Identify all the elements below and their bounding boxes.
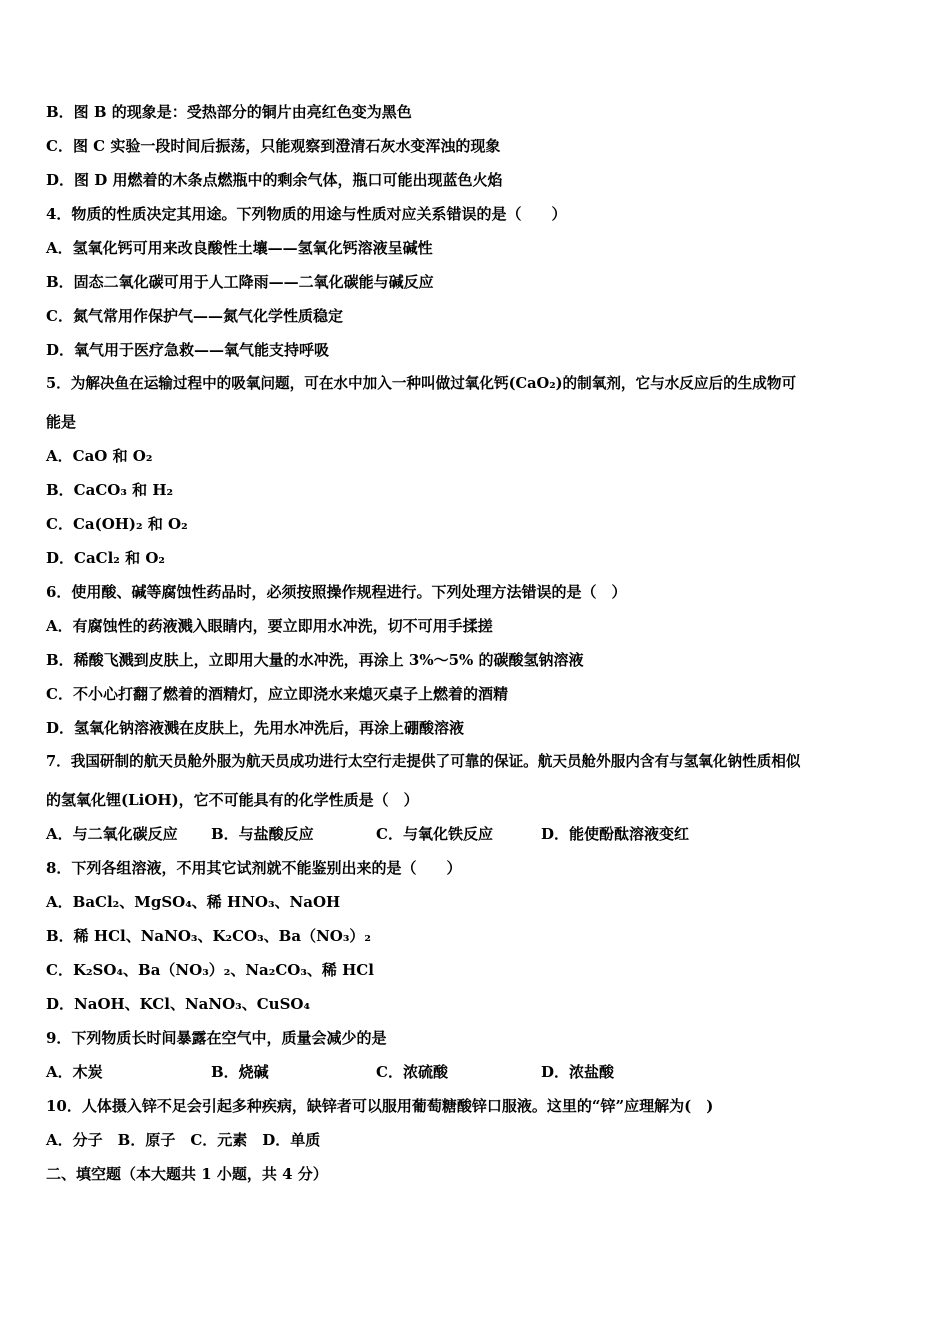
q3-option-c: C．图 C 实验一段时间后振荡，只能观察到澄清石灰水变浑浊的现象 <box>46 137 501 155</box>
q8-option-d: D．NaOH、KCl、NaNO₃、CuSO₄ <box>46 995 311 1013</box>
section2-title: 二、填空题（本大题共 1 小题，共 4 分） <box>46 1165 328 1183</box>
q7-option-a: A．与二氧化碳反应 <box>46 825 178 843</box>
q7-options-row <box>46 824 906 844</box>
q8-stem: 8．下列各组溶液，不用其它试剂就不能鉴别出来的是（ ） <box>46 859 462 877</box>
q9-stem: 9．下列物质长时间暴露在空气中，质量会减少的是 <box>46 1029 387 1047</box>
q6-option-b: B．稀酸飞溅到皮肤上，立即用大量的水冲洗，再涂上 3%～5% 的碳酸氢钠溶液 <box>46 651 584 669</box>
q9-option-a: A．木炭 <box>46 1063 103 1081</box>
q5-stem-line2: 能是 <box>46 413 77 431</box>
q4-stem: 4．物质的性质决定其用途。下列物质的用途与性质对应关系错误的是（ ） <box>46 205 567 223</box>
q5-option-c: C．Ca(OH)₂ 和 O₂ <box>46 515 188 533</box>
q4-option-d: D．氧气用于医疗急救——氧气能支持呼吸 <box>46 341 330 359</box>
q3-option-d: D．图 D 用燃着的木条点燃瓶中的剩余气体，瓶口可能出现蓝色火焰 <box>46 171 503 189</box>
q7-option-b: B．与盐酸反应 <box>211 825 314 843</box>
q5-option-d: D．CaCl₂ 和 O₂ <box>46 549 165 567</box>
q6-option-c: C．不小心打翻了燃着的酒精灯，应立即浇水来熄灭桌子上燃着的酒精 <box>46 685 508 703</box>
q4-option-b: B．固态二氧化碳可用于人工降雨——二氧化碳能与碱反应 <box>46 273 434 291</box>
q6-option-a: A．有腐蚀性的药液溅入眼睛内，要立即用水冲洗，切不可用手揉搓 <box>46 617 493 635</box>
q4-option-c: C．氮气常用作保护气——氮气化学性质稳定 <box>46 307 343 325</box>
q8-option-b: B．稀 HCl、NaNO₃、K₂CO₃、Ba（NO₃）₂ <box>46 927 371 945</box>
q5-option-a: A．CaO 和 O₂ <box>46 447 153 465</box>
q9-option-d: D．浓盐酸 <box>541 1063 615 1081</box>
q9-options-row <box>46 1062 906 1082</box>
q5-option-b: B．CaCO₃ 和 H₂ <box>46 481 174 499</box>
q9-option-c: C．浓硫酸 <box>376 1063 448 1081</box>
q7-option-d: D．能使酚酞溶液变红 <box>541 825 690 843</box>
q3-option-b: B．图 B 的现象是：受热部分的铜片由亮红色变为黑色 <box>46 103 412 121</box>
q6-stem: 6．使用酸、碱等腐蚀性药品时，必须按照操作规程进行。下列处理方法错误的是（ ） <box>46 583 627 601</box>
q9-option-b: B．烧碱 <box>211 1063 269 1081</box>
q8-option-a: A．BaCl₂、MgSO₄、稀 HNO₃、NaOH <box>46 893 341 911</box>
q7-option-c: C．与氧化铁反应 <box>376 825 493 843</box>
q8-option-c: C．K₂SO₄、Ba（NO₃）₂、Na₂CO₃、稀 HCl <box>46 961 374 979</box>
q10-options: A．分子 B．原子 C．元素 D．单质 <box>46 1131 321 1149</box>
q10-stem: 10．人体摄入锌不足会引起多种疾病，缺锌者可以服用葡萄糖酸锌口服液。这里的“锌”应理解为( ) <box>46 1097 714 1115</box>
q4-option-a: A．氢氧化钙可用来改良酸性土壤——氢氧化钙溶液呈碱性 <box>46 239 433 257</box>
q5-stem-line1: 5．为解决鱼在运输过程中的吸氧问题，可在水中加入一种叫做过氧化钙(CaO₂)的制氧剂，它与水反应后的生成物可 <box>46 375 797 392</box>
q7-stem-line1: 7．我国研制的航天员舱外服为航天员成功进行太空行走提供了可靠的保证。航天员舱外服内含有与氢氧化钠性质相似 <box>46 753 801 770</box>
q6-option-d: D．氢氧化钠溶液溅在皮肤上，先用水冲洗后，再涂上硼酸溶液 <box>46 719 465 737</box>
q7-stem-line2: 的氢氧化锂(LiOH)，它不可能具有的化学性质是（ ） <box>46 791 419 809</box>
